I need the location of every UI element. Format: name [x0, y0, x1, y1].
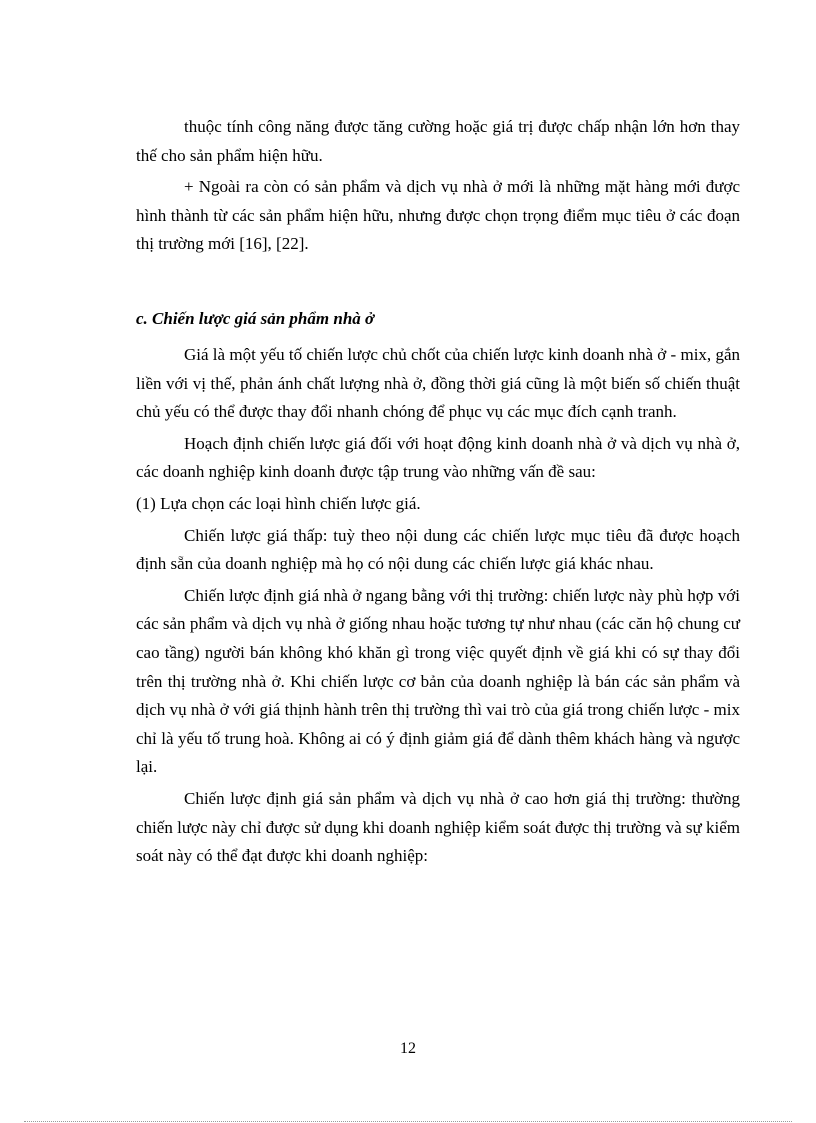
paragraph-low-price: Chiến lược giá thấp: tuỳ theo nội dung các chiến lược mục tiêu đã được hoạch định sẵn của doanh nghiệp mà họ có nội dung các chiến lược giá khác nhau.	[136, 525, 740, 574]
pricing-strategy-text-block	[136, 341, 740, 874]
paragraph-new-products: + Ngoài ra còn có sản phẩm và dịch vụ nhà ở mới là những mặt hàng mới được hình thành từ các sản phẩm hiện hữu, nhưng được chọn trọng điểm mục tiêu ở các đoạn thị trường mới [16], [22].	[136, 177, 740, 254]
paragraph-market-price: Chiến lược định giá nhà ở ngang bằng với thị trường: chiến lược này phù hợp với các sản phẩm và dịch vụ nhà ở giống nhau hoặc tương tự như nhau (các căn hộ chung cư cao tầng) người bán không khó khăn gì trong việc quyết định về giá khi có sự thay đổi trên thị trường nhà ở. Khi chiến lược cơ bản của doanh nghiệp là bán các sản phẩm và dịch vụ nhà ở với giá thịnh hành trên thị trường thì vai trò của giá trong chiến lược - mix chỉ là yếu tố trung hoà. Không ai có ý định giảm giá để dành thêm khách hàng và ngược lại.	[136, 585, 740, 777]
page-number: 12	[400, 1040, 416, 1057]
paragraph-list-item-1: (1) Lựa chọn các loại hình chiến lược giá.	[136, 493, 421, 513]
page-break-rule	[24, 1121, 792, 1122]
paragraph-high-price: Chiến lược định giá sản phẩm và dịch vụ nhà ở cao hơn giá thị trường: thường chiến lược này chỉ được sử dụng khi doanh nghiệp kiểm soát được thị trường và sự kiểm soát này có thể đạt được khi doanh nghiệp:	[136, 788, 740, 866]
intro-text-block	[136, 113, 740, 262]
paragraph-price-planning: Hoạch định chiến lược giá đối với hoạt động kinh doanh nhà ở và dịch vụ nhà ở, các doanh nghiệp kinh doanh được tập trung vào những vấn đề sau:	[136, 433, 740, 482]
section-heading: c. Chiến lược giá sản phẩm nhà ở	[136, 309, 375, 328]
paragraph-continuation: thuộc tính công năng được tăng cường hoặc giá trị được chấp nhận lớn hơn thay thế cho sản phẩm hiện hữu.	[136, 117, 740, 165]
paragraph-price-role: Giá là một yếu tố chiến lược chủ chốt của chiến lược kinh doanh nhà ở - mix, gắn liền với vị thế, phản ánh chất lượng nhà ở, đồng thời giá cũng là một biến số chiến thuật chủ yếu có thể được thay đổi nhanh chóng để phục vụ các mục đích cạnh tranh.	[136, 345, 740, 422]
